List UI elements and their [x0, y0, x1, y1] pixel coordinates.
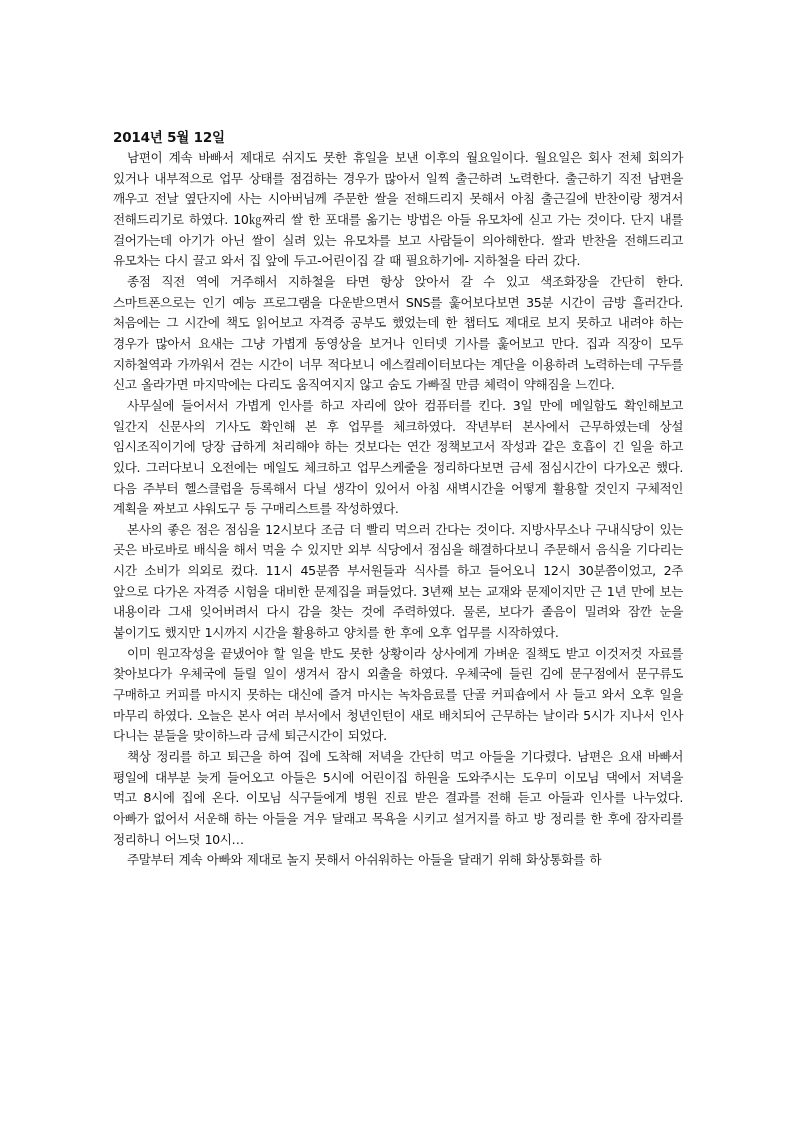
paragraph-subway-commute: 종점 직전 역에 거주해서 지하철을 타면 항상 앉아서 갈 수 있고 색조화장을 간단히 한다. 스마트폰으로는 인기 예능 프로그램을 다운받으면서 SNS를 훑어보다보면 35분 시간이 금방 흘러간다. 처음에는 그 시간에 책도 읽어보고 자격증 공부도 했었는데 한 챕터도 제대로 보지 못하고 내려야 하는 경우가 많아서 요새는 그냥 가볍게 동영상을 보거나 인터넷 기사를 훑어보고 만다. 집과 직장이 모두 지하철역과 가까워서 걷는 시간이 너무 적다보니 에스컬레이터보다는 계단을 이용하려 노력하는데 구두를 신고 올라가면 마지막에는 다리도 움직여지지 않고 숨도 가빠질 만큼 체력이 약해짐을 느낀다. — [113, 273, 683, 393]
paragraph-video-call: 주말부터 계속 아빠와 제대로 놀지 못해서 아쉬워하는 아들을 달래기 위해 화상통화를 하 — [127, 852, 602, 868]
paragraph-afternoon-work: 이미 원고작성을 끝냈어야 할 일을 반도 못한 상황이라 상사에게 가벼운 질책도 받고 이것저것 자료를 찾아보다가 우체국에 들릴 일이 생겨서 잠시 외출을 하였다. 우체국에 들린 김에 문구점에서 문구류도 구매하고 커피를 마시지 못하는 대신에 즐겨 마시는 녹차음료를 단골 커피숍에서 사 들고 와서 오후 일을 마무리 하였다. 오늘은 본사 여러 부서에서 청년인턴이 새로 배치되어 근무하는 날이라 5시가 지나서 인사 다니는 분들을 맞이하느라 금세 퇴근시간이 되었다. — [113, 645, 683, 744]
entry-date: 2014년 5월 12일 — [113, 130, 225, 146]
paragraph-evening-home: 책상 정리를 하고 퇴근을 하여 집에 도착해 저녁을 간단히 먹고 아들을 기다렸다. 남편은 요새 바빠서 평일에 대부분 늦게 들어오고 아들은 5시에 어린이집 하원을 도와주시는 도우미 이모님 댁에서 저녁을 먹고 8시에 집에 온다. 이모님 식구들에게 병원 진료 받은 결과를 전해 듣고 아들과 인사를 나누었다. 아빠가 없어서 서운해 하는 아들을 겨우 달래고 목욕을 시키고 설거지를 하고 방 정리를 한 후에 잠자리를 정리하니 어느덧 10시… — [113, 749, 683, 847]
diary-page — [113, 128, 683, 871]
paragraph-office-morning: 사무실에 들어서서 가볍게 인사를 하고 자리에 앉아 컴퓨터를 킨다. 3일 만에 메일함도 확인해보고 일간지 신문사의 기사도 확인해 본 후 업무를 체크하였다. 작년부터 본사에서 근무하였는데 상설 임시조직이기에 당장 급하게 처리해야 하는 것보다는 연간 정책보고서 작성과 같은 호흡이 긴 일을 하고 있다. 그러다보니 오전에는 메일도 체크하고 업무스케줄을 정리하다보면 금세 점심시간이 다가오곤 했다. 다음 주부터 헬스클럽을 등록해서 다닐 생각이 있어서 아침 새벽시간을 어떻게 활용할 것인지 구체적인 계획을 짜보고 샤워도구 등 구매리스트를 작성하였다. — [113, 397, 683, 517]
paragraph-monday-morning: 남편이 계속 바빠서 제대로 쉬지도 못한 휴일을 보낸 이후의 월요일이다. 월요일은 회사 전체 회의가 있거나 내부적으로 업무 상태를 점검하는 경우가 많아서 일찍 출근하려 노력한다. 출근하기 직전 남편을 깨우고 전날 옆단지에 사는 시아버님께 주문한 쌀을 전해드리지 못해서 아침 출근길에 반찬이랑 챙겨서 전해드리기로 하였다. 10㎏짜리 쌀 한 포대를 옮기는 방법은 아들 유모차에 싣고 가는 것이다. 단지 내를 걸어가는데 아기가 아닌 쌀이 실려 있는 유모차를 보고 사람들이 의아해한다. 쌀과 반찬을 전해드리고 유모차는 다시 끌고 와서 집 앞에 두고-어린이집 갈 때 필요하기에- 지하철을 타러 갔다. — [113, 150, 683, 269]
paragraph-lunch: 본사의 좋은 점은 점심을 12시보다 조금 더 빨리 먹으러 간다는 것이다. 지방사무소나 구내식당이 있는 곳은 바로바로 배식을 해서 먹을 수 있지만 외부 식당에서 점심을 해결하다보니 주문해서 음식을 기다리는 시간 소비가 의외로 컸다. 11시 45분쯤 부서원들과 식사를 하고 들어오니 12시 30분쯤이었고, 2주 앞으로 다가온 자격증 시험을 대비한 문제집을 펴들었다. 3년째 보는 교재와 문제이지만 근 1년 만에 보는 내용이라 그새 잊어버려서 다시 감을 찾는 것에 주력하였다. 물론, 보다가 졸음이 밀려와 잠깐 눈을 붙이기도 했지만 1시까지 시간을 활용하고 양치를 한 후에 오후 업무를 시작하였다. — [113, 521, 683, 641]
